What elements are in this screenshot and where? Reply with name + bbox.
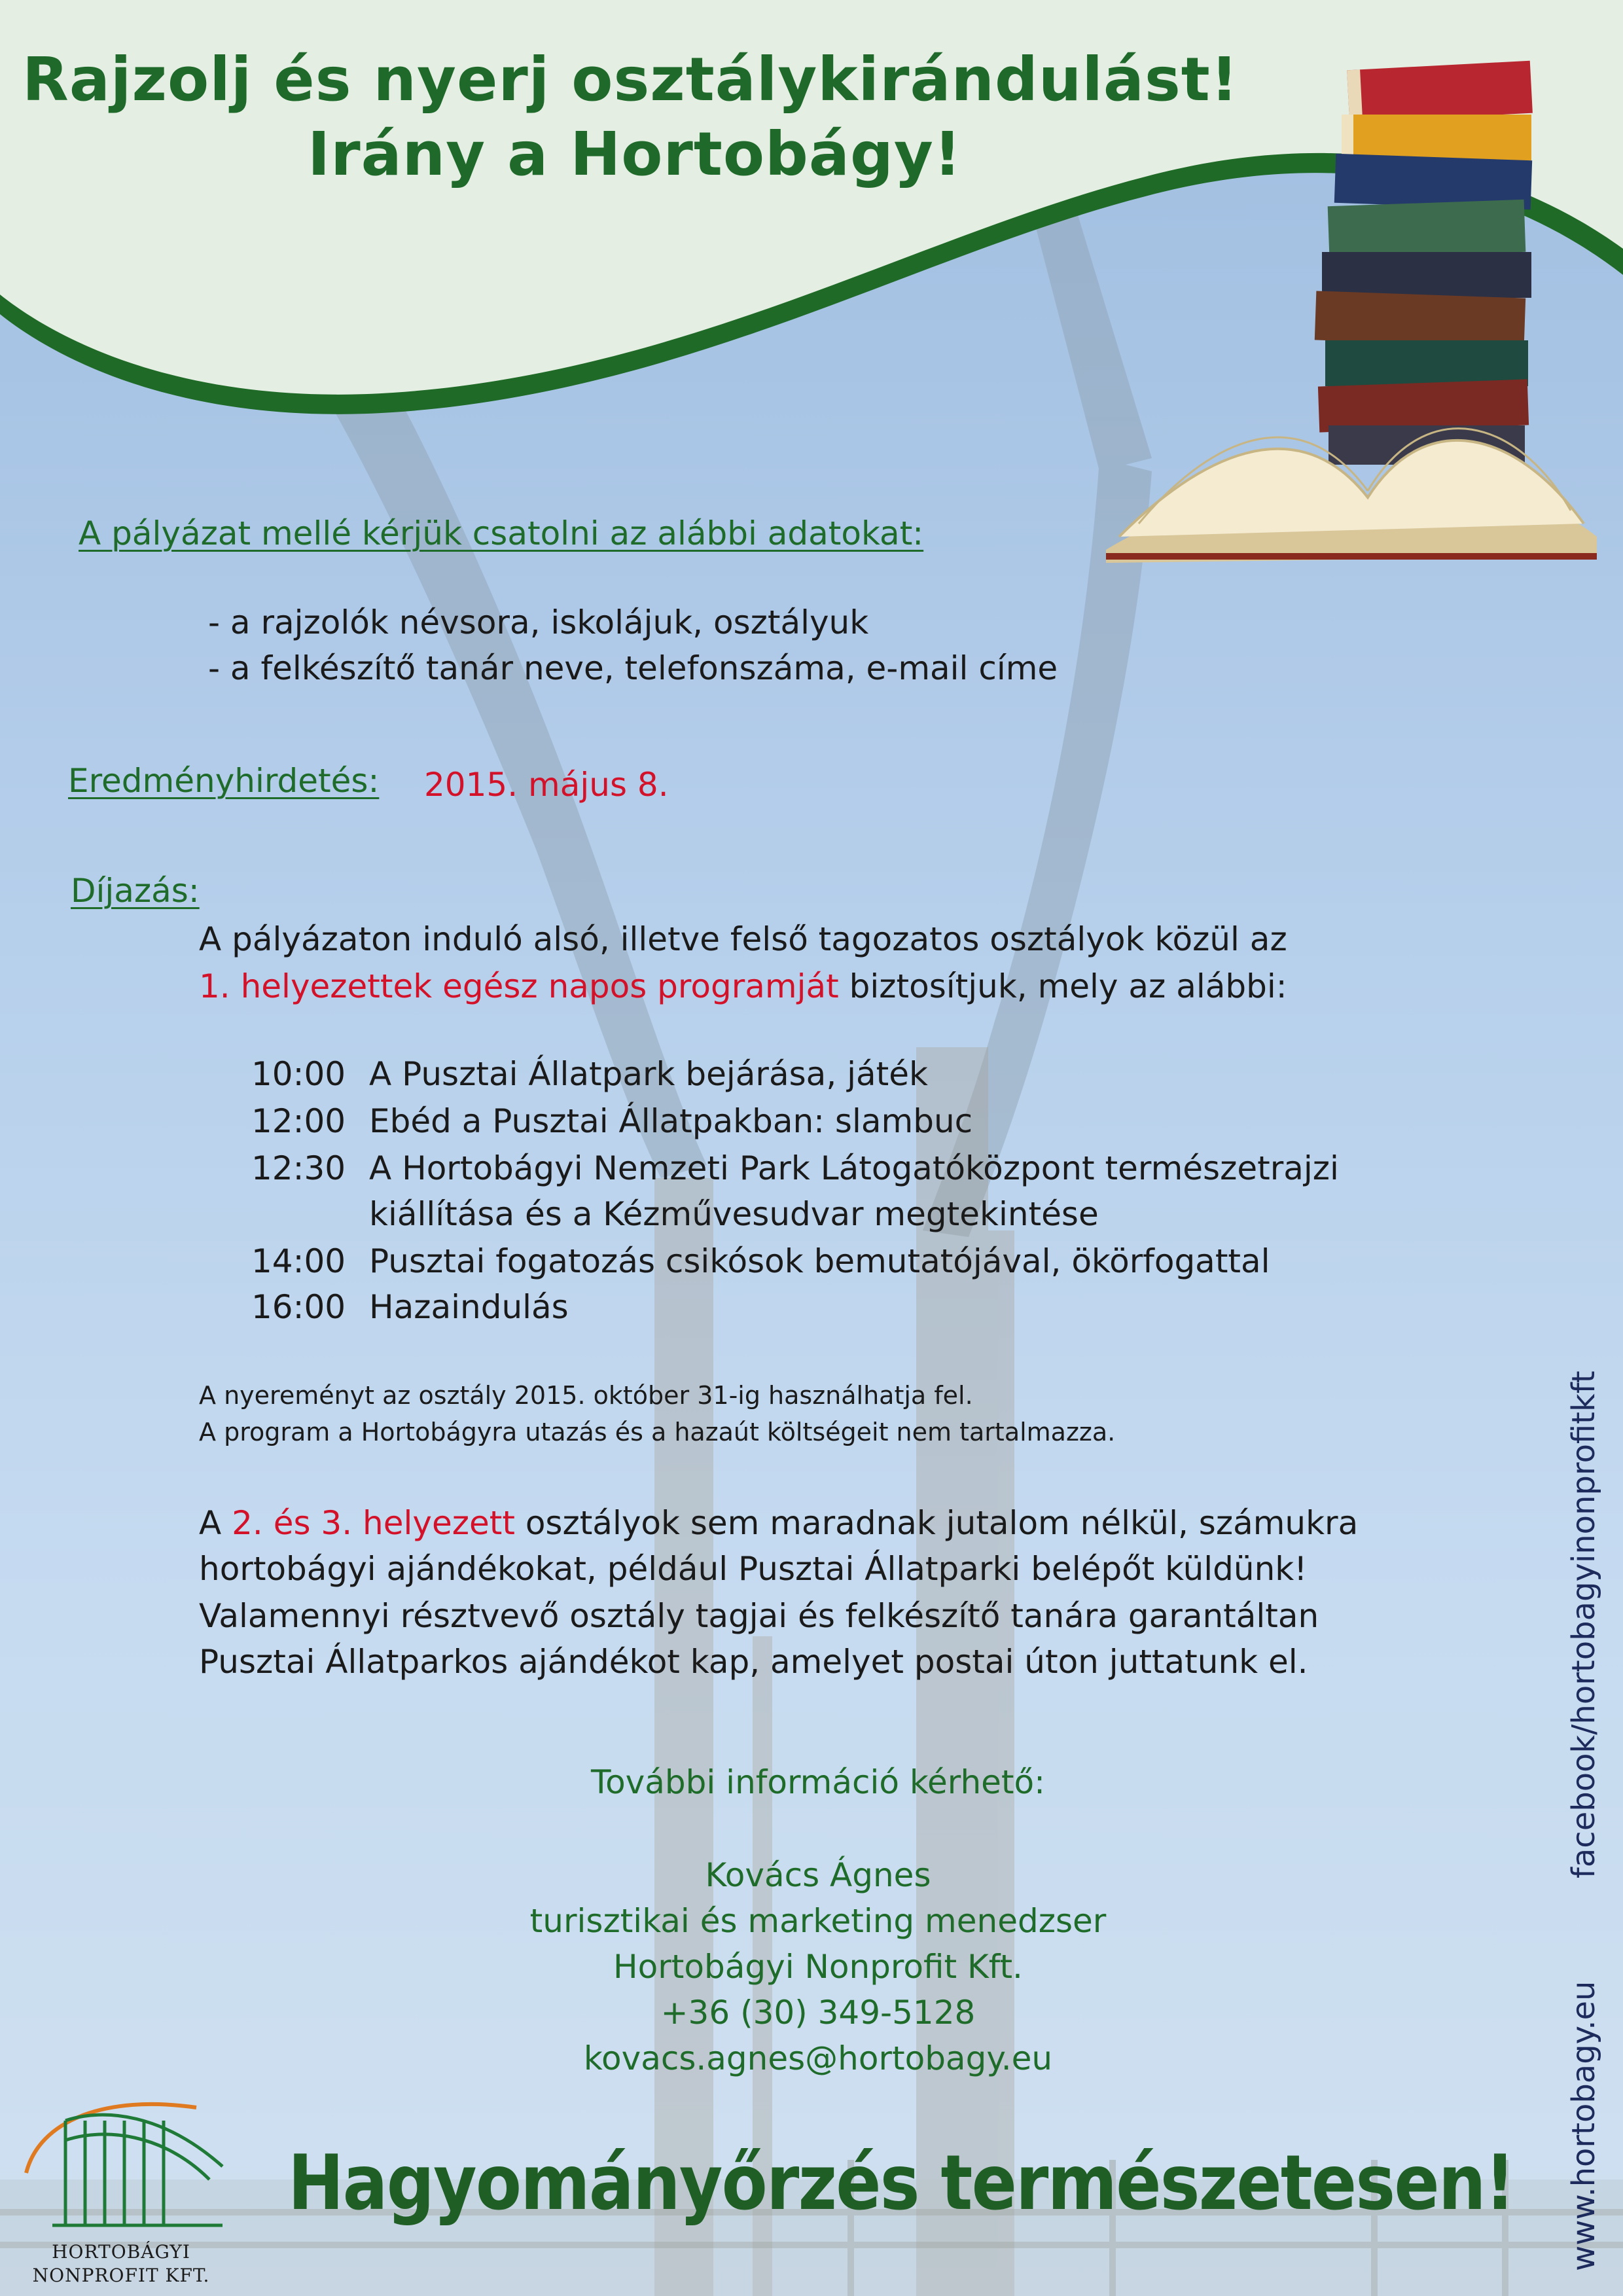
prizes-intro-rest: biztosítjuk, mely az alábbi:	[838, 967, 1287, 1005]
schedule-text: A Hortobágyi Nemzeti Park Látogatóközpont természetrajzi	[369, 1149, 1339, 1187]
footer-slogan: Hagyományőrzés természetesen!	[288, 2139, 1514, 2227]
prizes-intro-line2	[199, 967, 1287, 1005]
logo-text-line1: HORTOBÁGYI	[52, 2241, 190, 2263]
schedule-text: Hazaindulás	[369, 1288, 569, 1326]
prizes-intro-line1: A pályázaton induló alsó, illetve felső tagozatos osztályok közül az	[199, 920, 1287, 958]
schedule-text: Ebéd a Pusztai Állatpakban: slambuc	[369, 1102, 973, 1140]
contact-phone: +36 (30) 349-5128	[660, 1994, 976, 2032]
second-place-line4: Pusztai Állatparkos ajándékot kap, amelyet postai úton juttatunk el.	[199, 1643, 1308, 1681]
second-place-line2: hortobágyi ajándékokat, például Pusztai Állatparki belépőt küldünk!	[199, 1550, 1308, 1588]
attachments-heading: A pályázat mellé kérjük csatolni az alábbi adatokat:	[79, 514, 924, 552]
schedule-row	[251, 1055, 1495, 1101]
attachment-item-names: - a rajzolók névsora, iskolájuk, osztályuk	[208, 603, 869, 641]
results-label: Eredményhirdetés:	[68, 762, 380, 800]
schedule-row	[251, 1102, 1495, 1148]
schedule-row	[251, 1288, 1495, 1334]
contact-name: Kovács Ágnes	[705, 1856, 931, 1894]
schedule-text: Pusztai fogatozás csikósok bemutatójával, ökörfogattal	[369, 1242, 1270, 1280]
title-line-1: Rajzolj és nyerj osztálykirándulást!	[22, 45, 1239, 115]
prize-note-line2: A program a Hortobágyra utazás és a hazaút költségeit nem tartalmazza.	[199, 1418, 1116, 1446]
schedule-time: 12:30	[251, 1149, 346, 1187]
contact-role: turisztikai és marketing menedzser	[529, 1902, 1107, 1940]
schedule-row	[251, 1149, 1495, 1195]
second-place-prefix: A	[199, 1504, 232, 1542]
results-date: 2015. május 8.	[424, 766, 669, 804]
schedule-time: 16:00	[251, 1288, 346, 1326]
contact-heading: További információ kérhető:	[591, 1763, 1045, 1801]
second-place-rest: osztályok sem maradnak jutalom nélkül, számukra	[514, 1504, 1359, 1542]
attachment-item-teacher: - a felkészítő tanár neve, telefonszáma, e-mail címe	[208, 649, 1058, 687]
side-website-link[interactable]: www.hortobagy.eu	[1565, 1981, 1602, 2271]
schedule-time: 12:00	[251, 1102, 346, 1140]
prizes-intro-highlight: 1. helyezettek egész napos programját	[199, 967, 839, 1005]
schedule-text: A Pusztai Állatpark bejárása, játék	[369, 1055, 928, 1093]
logo-text-line2: NONPROFIT KFT.	[32, 2265, 210, 2286]
hortobagy-logo-icon	[13, 2081, 236, 2238]
schedule-time: 14:00	[251, 1242, 346, 1280]
books-illustration	[1099, 39, 1597, 563]
prize-note-line1: A nyereményt az osztály 2015. október 31-ig használhatja fel.	[199, 1381, 973, 1410]
second-place-line1	[199, 1504, 1358, 1542]
schedule-time: 10:00	[251, 1055, 346, 1093]
title-line-2: Irány a Hortobágy!	[308, 119, 962, 189]
side-facebook-link[interactable]: facebook/hortobagyinonprofitkft	[1565, 1371, 1602, 1878]
schedule-row	[251, 1242, 1495, 1288]
second-place-highlight: 2. és 3. helyezett	[232, 1504, 515, 1542]
schedule-text: kiállítása és a Kézművesudvar megtekintése	[369, 1195, 1099, 1233]
schedule-row	[251, 1195, 1495, 1241]
contact-email[interactable]: kovacs.agnes@hortobagy.eu	[583, 2039, 1053, 2077]
contact-org: Hortobágyi Nonprofit Kft.	[613, 1948, 1023, 1986]
prizes-label: Díjazás:	[71, 872, 200, 910]
second-place-line3: Valamennyi résztvevő osztály tagjai és felkészítő tanára garantáltan	[199, 1597, 1319, 1635]
schedule-list	[251, 1055, 1495, 1330]
